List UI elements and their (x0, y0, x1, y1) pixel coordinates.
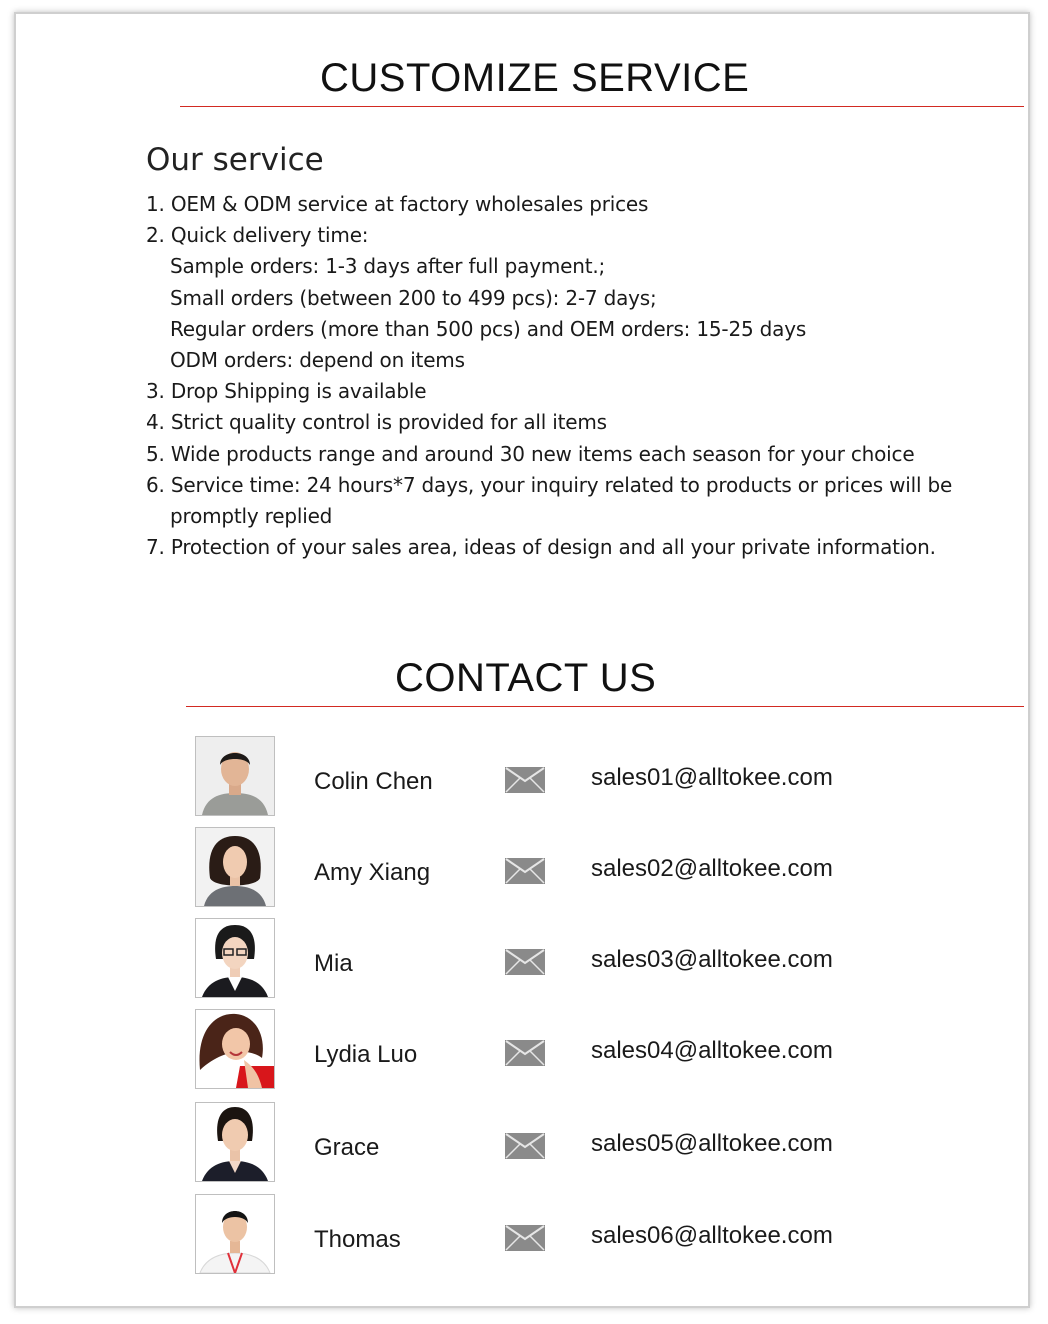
contact-row (195, 827, 955, 909)
avatar-photo (195, 736, 275, 816)
contact-title-divider (186, 706, 1024, 707)
service-item-5: 5. Wide products range and around 30 new items each season for your choice (146, 441, 915, 466)
mail-icon[interactable] (505, 949, 545, 975)
mail-icon[interactable] (505, 1133, 545, 1159)
delivery-odm-orders: ODM orders: depend on items (170, 348, 465, 373)
contact-name: Mia (314, 950, 353, 977)
contact-row (195, 918, 955, 1000)
contact-email-link[interactable]: sales05@alltokee.com (591, 1130, 833, 1157)
avatar-photo (195, 1102, 275, 1182)
delivery-sample-orders: Sample orders: 1-3 days after full payment.; (170, 254, 606, 279)
avatar-photo (195, 1009, 275, 1089)
avatar-photo (195, 1194, 275, 1274)
delivery-regular-orders: Regular orders (more than 500 pcs) and OEM orders: 15-25 days (170, 316, 807, 341)
our-service-heading: Our service (146, 142, 324, 178)
service-item-7: 7. Protection of your sales area, ideas of design and all your private information. (146, 535, 936, 560)
contact-row (195, 1009, 955, 1091)
mail-icon[interactable] (505, 767, 545, 793)
mail-icon[interactable] (505, 858, 545, 884)
mail-icon[interactable] (505, 1225, 545, 1251)
contact-name: Grace (314, 1134, 380, 1161)
contact-name: Amy Xiang (314, 859, 431, 886)
contact-row (195, 1102, 955, 1184)
delivery-small-orders: Small orders (between 200 to 499 pcs): 2-7 days; (170, 285, 657, 310)
contact-row (195, 1194, 955, 1276)
contact-email-link[interactable]: sales02@alltokee.com (591, 855, 833, 882)
customize-title-divider (180, 106, 1024, 107)
service-list (146, 189, 952, 563)
avatar-photo (195, 918, 275, 998)
avatar-photo (195, 827, 275, 907)
customize-service-title: CUSTOMIZE SERVICE (320, 56, 750, 100)
service-item-4: 4. Strict quality control is provided for all items (146, 410, 607, 435)
service-item-1: 1. OEM & ODM service at factory wholesales prices (146, 192, 649, 216)
contact-name: Colin Chen (314, 768, 433, 795)
service-item-6: 6. Service time: 24 hours*7 days, your inquiry related to products or prices will be (146, 472, 953, 497)
contact-email-link[interactable]: sales06@alltokee.com (591, 1222, 833, 1249)
service-item-2: 2. Quick delivery time: (146, 223, 369, 248)
mail-icon[interactable] (505, 1040, 545, 1066)
contact-name: Lydia Luo (314, 1041, 418, 1068)
service-item-3: 3. Drop Shipping is available (146, 379, 427, 404)
service-item-6-continued: promptly replied (170, 504, 333, 529)
contact-us-title: CONTACT US (395, 656, 657, 700)
contact-row (195, 736, 955, 818)
contact-name: Thomas (314, 1226, 401, 1253)
contact-email-link[interactable]: sales01@alltokee.com (591, 764, 833, 791)
contact-email-link[interactable]: sales03@alltokee.com (591, 946, 833, 973)
contact-email-link[interactable]: sales04@alltokee.com (591, 1037, 833, 1064)
